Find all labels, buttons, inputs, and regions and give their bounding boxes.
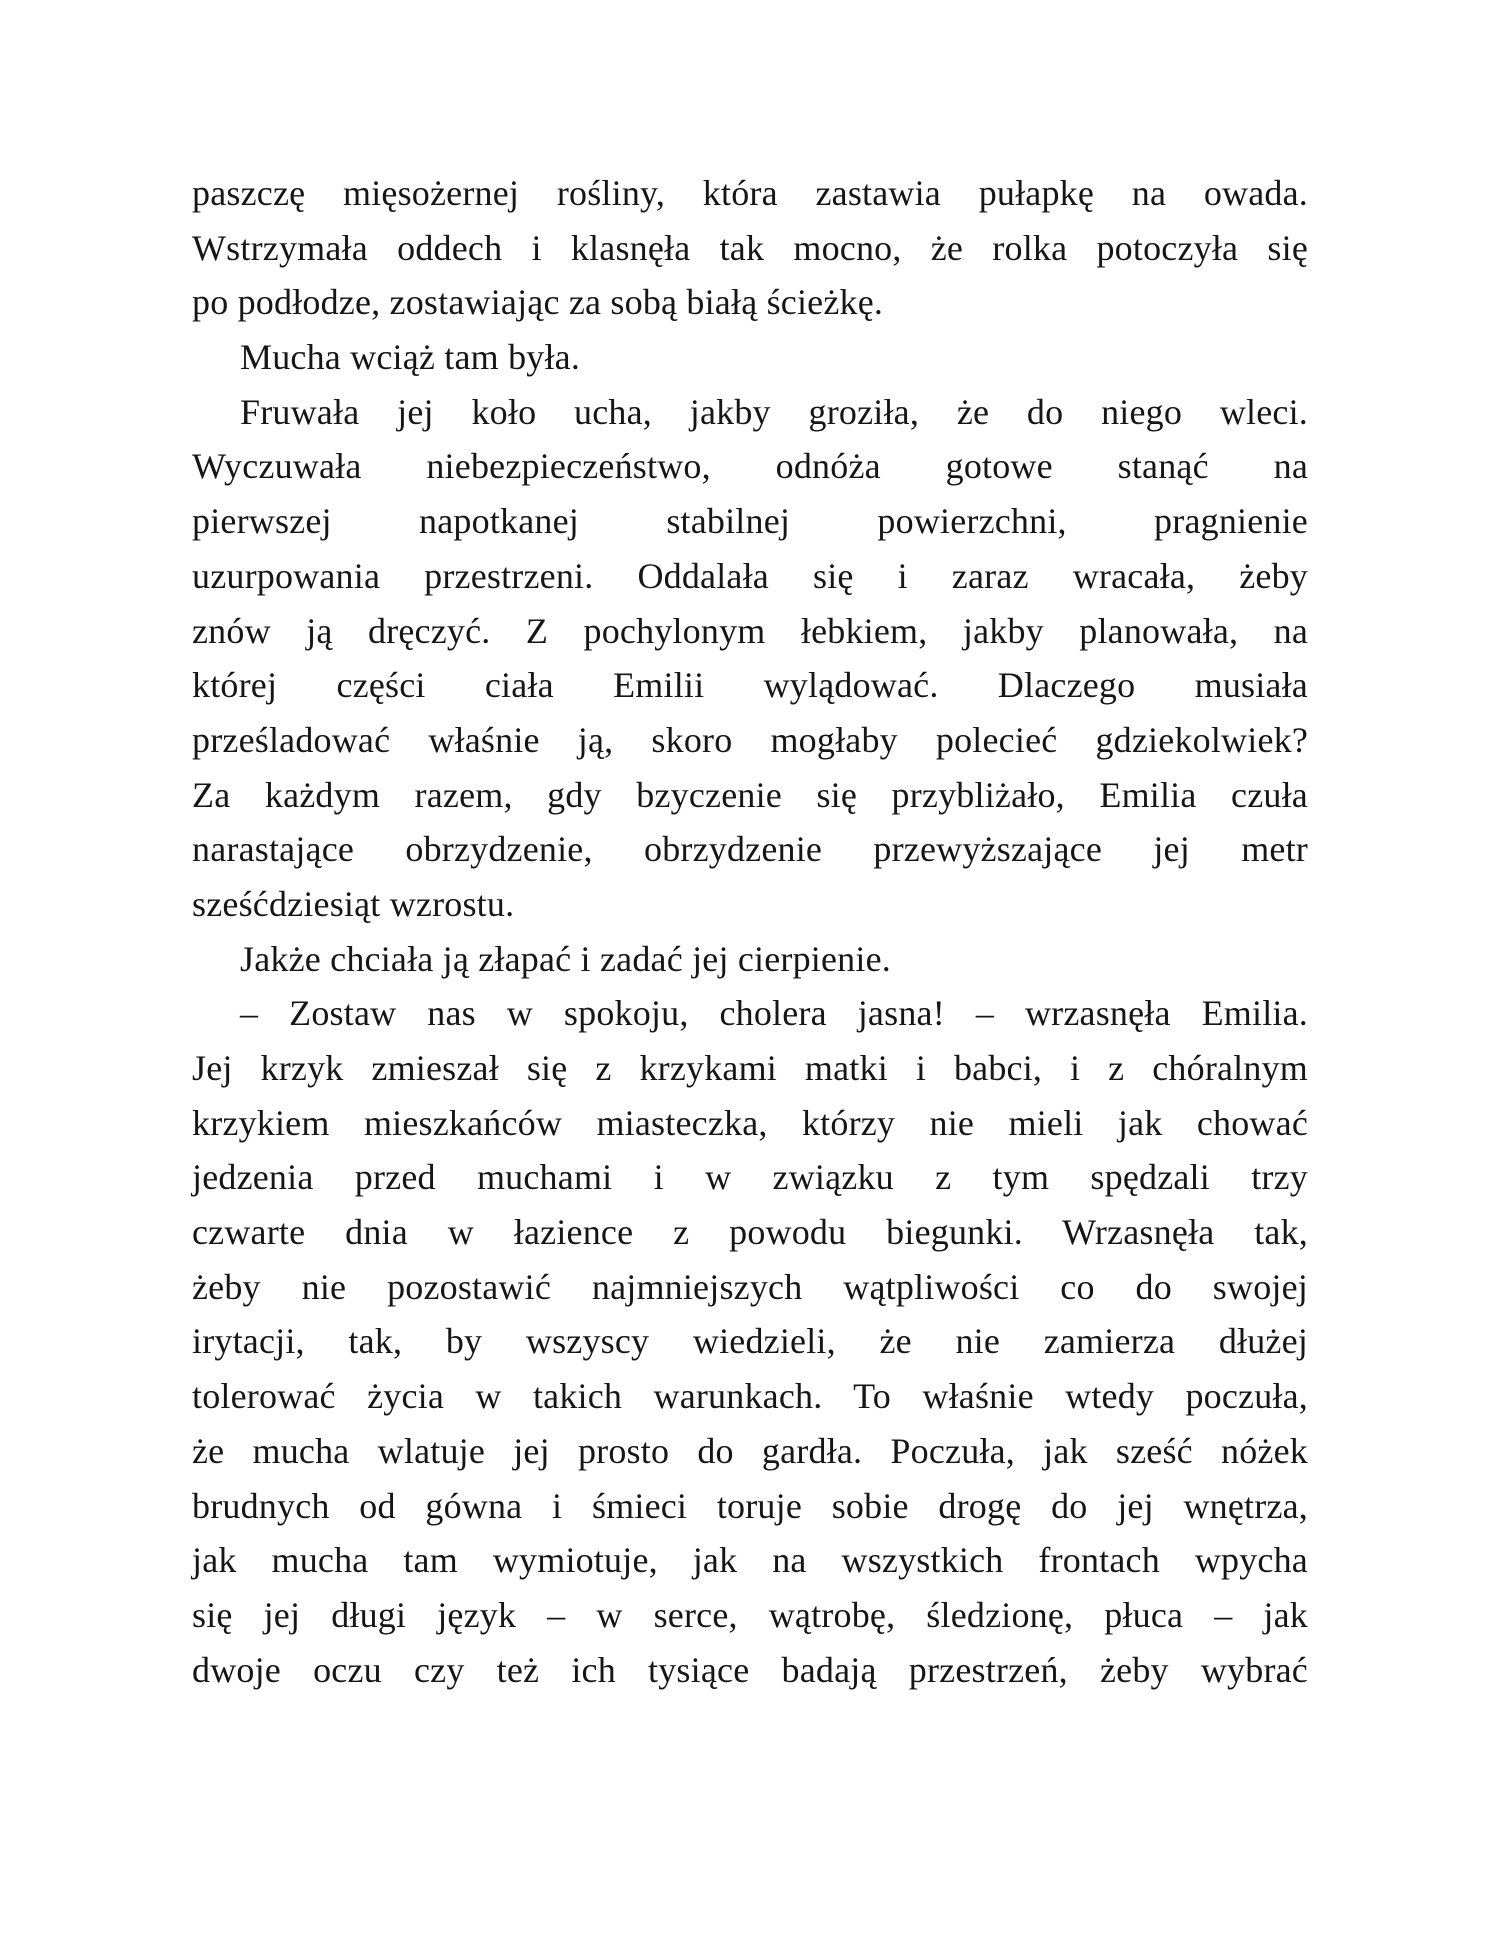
text-column	[192, 166, 1308, 1697]
text-line: Fruwała jej koło ucha, jakby groziła, że do niego wleci.	[240, 391, 1308, 432]
text-line: po podłodze, zostawiając za sobą białą ścieżkę.	[192, 282, 884, 323]
text-line: której części ciała Emilii wylądować. Dlaczego musiała	[192, 665, 1308, 706]
text-line: Wstrzymała oddech i klasnęła tak mocno, że rolka potoczyła się	[192, 227, 1308, 268]
text-line: jak mucha tam wymiotuje, jak na wszystkich frontach wpycha	[192, 1540, 1308, 1581]
text-line: Mucha wciąż tam była.	[240, 337, 581, 378]
text-line: irytacji, tak, by wszyscy wiedzieli, że nie zamierza dłużej	[192, 1321, 1308, 1362]
paragraph-5	[192, 986, 1308, 1697]
text-line: Jakże chciała ją złapać i zadać jej cierpienie.	[240, 938, 891, 979]
paragraph-2	[192, 330, 1308, 385]
text-line: krzykiem mieszkańców miasteczka, którzy nie mieli jak chować	[192, 1102, 1308, 1143]
text-line: że mucha wlatuje jej prosto do gardła. Poczuła, jak sześć nóżek	[192, 1430, 1308, 1471]
text-line: dwoje oczu czy też ich tysiące badają przestrzeń, żeby wybrać	[192, 1649, 1308, 1690]
text-line: Za każdym razem, gdy bzyczenie się przybliżało, Emilia czuła	[192, 774, 1308, 815]
text-line: brudnych od gówna i śmieci toruje sobie drogę do jej wnętrza,	[192, 1485, 1308, 1526]
text-line: uzurpowania przestrzeni. Oddalała się i zaraz wracała, żeby	[192, 555, 1308, 596]
paragraph-3	[192, 385, 1308, 932]
text-line: jedzenia przed muchami i w związku z tym spędzali trzy	[192, 1157, 1308, 1198]
text-line: prześladować właśnie ją, skoro mogłaby polecieć gdziekolwiek?	[192, 719, 1308, 760]
text-line: znów ją dręczyć. Z pochylonym łebkiem, jakby planowała, na	[192, 610, 1308, 651]
text-line: Jej krzyk zmieszał się z krzykami matki i babci, i z chóralnym	[192, 1048, 1308, 1088]
text-line: paszczę mięsożernej rośliny, która zastawia pułapkę na owada.	[192, 173, 1308, 213]
text-line: tolerować życia w takich warunkach. To właśnie wtedy poczuła,	[192, 1376, 1308, 1417]
text-line: pierwszej napotkanej stabilnej powierzchni, pragnienie	[192, 501, 1308, 542]
text-line: czwarte dnia w łazience z powodu biegunki. Wrzasnęła tak,	[192, 1212, 1308, 1253]
text-line: narastające obrzydzenie, obrzydzenie przewyższające jej metr	[192, 829, 1308, 870]
text-line: żeby nie pozostawić najmniejszych wątpliwości co do swojej	[192, 1266, 1308, 1307]
text-line: Wyczuwała niebezpieczeństwo, odnóża gotowe stanąć na	[192, 446, 1308, 487]
text-line: się jej długi język – w serce, wątrobę, śledzionę, płuca – jak	[192, 1594, 1308, 1635]
text-line: sześćdziesiąt wzrostu.	[192, 883, 515, 924]
paragraph-1	[192, 166, 1308, 330]
paragraph-4	[192, 932, 1308, 987]
text-line: – Zostaw nas w spokoju, cholera jasna! – wrzasnęła Emilia.	[240, 993, 1308, 1034]
